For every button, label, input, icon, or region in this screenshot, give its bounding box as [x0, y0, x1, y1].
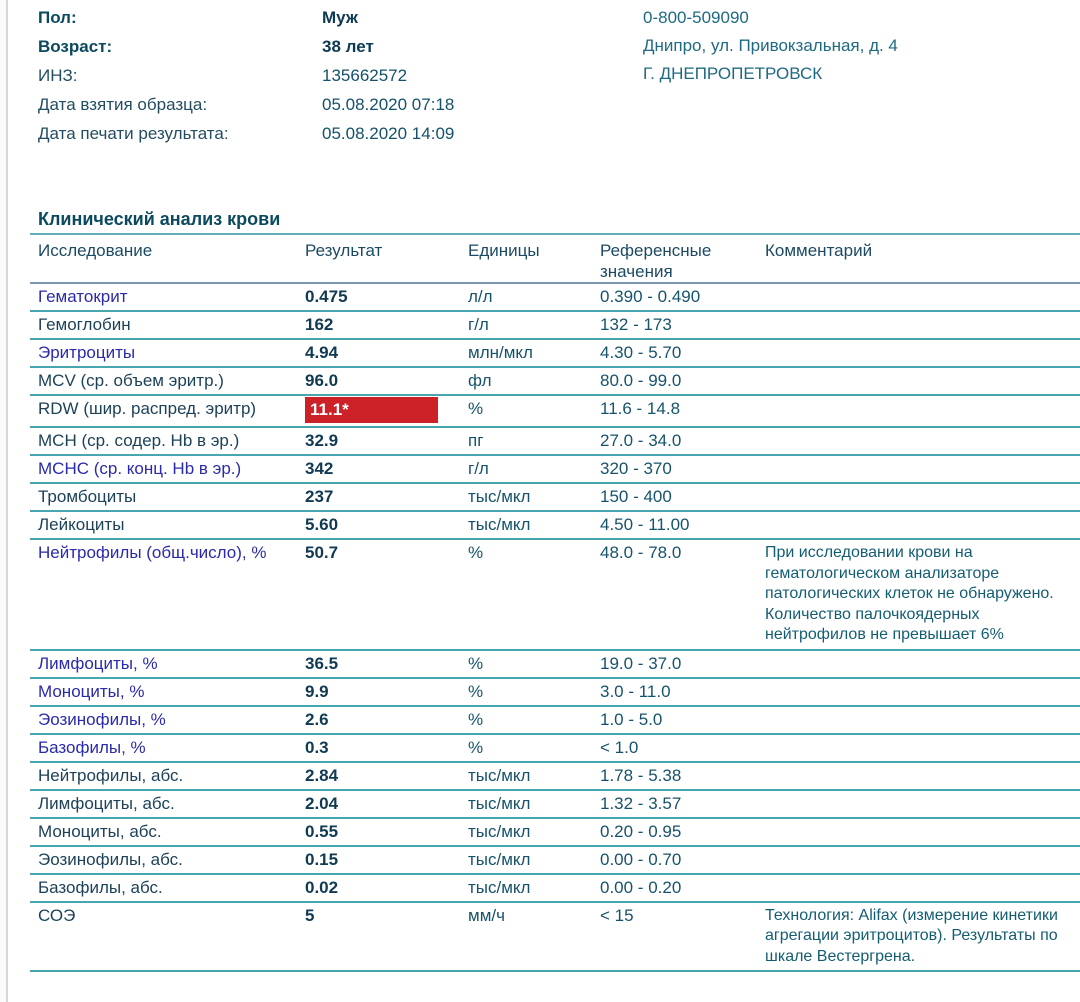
- lab-result-row: [30, 540, 1080, 651]
- analyte-name: MCH (ср. содер. Hb в эр.): [38, 431, 240, 450]
- reference-range-cell: 1.0 - 5.0: [600, 709, 663, 729]
- reference-range-cell: 1.32 - 3.57: [600, 793, 682, 813]
- units-cell: тыс/мкл: [468, 487, 531, 506]
- analyte-name: Нейтрофилы, абс.: [38, 765, 184, 785]
- result-cell: [305, 707, 468, 733]
- comment-cell: [765, 284, 1080, 310]
- analyte-name: Лейкоциты: [38, 515, 125, 534]
- analyte-name: Моноциты, %: [38, 681, 145, 701]
- reference-range-cell: 27.0 - 34.0: [600, 431, 682, 450]
- result-cell: [305, 340, 468, 366]
- column-header-result: Результат: [305, 241, 383, 260]
- patient-field-label: Дата взятия образца:: [38, 95, 208, 114]
- lab-result-row: [30, 679, 1080, 707]
- comment-cell: [765, 735, 1080, 761]
- analyte-name: Гематокрит: [38, 287, 128, 306]
- units-cell: %: [468, 681, 484, 701]
- comment-cell: [765, 875, 1080, 901]
- comment-cell: При исследовании крови на гематологическом анализаторе патологических клеток не обнаружено. Количество палочкоядерных нейтрофилов не превышает 6%: [765, 544, 1054, 643]
- clinic-info-block: [643, 4, 1063, 88]
- result-value: 0.3: [305, 737, 329, 757]
- comment-cell: [765, 456, 1080, 482]
- analyte-name: Моноциты, абс.: [38, 821, 162, 841]
- lab-result-row: [30, 340, 1080, 368]
- reference-range-cell: < 1.0: [600, 737, 639, 757]
- comment-cell: [765, 707, 1080, 733]
- reference-range-cell: 0.20 - 0.95: [600, 821, 682, 841]
- result-cell: [305, 651, 468, 677]
- result-value: 0.02: [305, 877, 339, 897]
- units-cell: тыс/мкл: [468, 877, 531, 897]
- result-cell: [305, 540, 468, 649]
- result-cell: [305, 679, 468, 705]
- lab-result-row: [30, 763, 1080, 791]
- reference-range-cell: < 15: [600, 905, 634, 925]
- comment-cell: [765, 512, 1080, 538]
- patient-field-label: Дата печати результата:: [38, 124, 229, 143]
- analyte-name: Эозинофилы, %: [38, 709, 166, 729]
- result-value: 342: [305, 459, 334, 478]
- result-cell: [305, 312, 468, 338]
- units-cell: г/л: [468, 315, 489, 334]
- clinic-phone: 0-800-509090: [643, 8, 749, 27]
- lab-result-row: [30, 651, 1080, 679]
- result-value: 50.7: [305, 543, 339, 562]
- comment-cell: [765, 763, 1080, 789]
- patient-field-label: ИНЗ:: [38, 66, 78, 85]
- analyte-name: RDW (шир. распред. эритр): [38, 399, 257, 418]
- lab-result-row: [30, 512, 1080, 540]
- patient-info-row: [38, 33, 598, 62]
- result-value: 237: [305, 487, 334, 506]
- analyte-name: Нейтрофилы (общ.число), %: [38, 543, 267, 562]
- lab-result-row: [30, 428, 1080, 456]
- comment-cell: [765, 819, 1080, 845]
- result-value: 5.60: [305, 515, 339, 534]
- table-body: [30, 284, 1080, 972]
- patient-field-label: Пол:: [38, 8, 77, 27]
- reference-range-cell: 4.50 - 11.00: [600, 515, 690, 534]
- result-cell: [305, 903, 468, 971]
- reference-range-cell: 320 - 370: [600, 459, 672, 478]
- patient-field-value: 38 лет: [322, 37, 374, 56]
- column-header-reference: Референсные значения: [600, 241, 712, 281]
- lab-result-row: [30, 484, 1080, 512]
- comment-cell: [765, 312, 1080, 338]
- result-cell: [305, 484, 468, 510]
- units-cell: тыс/мкл: [468, 849, 531, 869]
- result-value: 2.84: [305, 765, 339, 785]
- analyte-name: MCHC (ср. конц. Hb в эр.): [38, 459, 242, 478]
- comment-cell: [765, 679, 1080, 705]
- analyte-name: Лимфоциты, %: [38, 653, 158, 673]
- patient-info-row: [38, 120, 598, 149]
- patient-field-value: 05.08.2020 14:09: [322, 124, 455, 143]
- result-cell: [305, 819, 468, 845]
- result-value: 32.9: [305, 431, 339, 450]
- units-cell: л/л: [468, 287, 493, 306]
- units-cell: %: [468, 709, 484, 729]
- analyte-name: Эозинофилы, абс.: [38, 849, 183, 869]
- patient-info-row: [38, 91, 598, 120]
- comment-cell: Технология: Alifax (измерение кинетики агрегации эритроцитов). Результаты по шкале Вестергрена.: [765, 906, 1058, 965]
- lab-result-row: [30, 707, 1080, 735]
- analyte-name: Эритроциты: [38, 343, 136, 362]
- analyte-name: Базофилы, %: [38, 737, 146, 757]
- result-cell: [305, 875, 468, 901]
- result-cell: [305, 735, 468, 761]
- units-cell: %: [468, 737, 484, 757]
- reference-range-cell: 1.78 - 5.38: [600, 765, 682, 785]
- result-value: 36.5: [305, 653, 339, 673]
- result-cell: [305, 456, 468, 482]
- units-cell: тыс/мкл: [468, 821, 531, 841]
- result-cell: [305, 763, 468, 789]
- units-cell: г/л: [468, 459, 489, 478]
- result-value: 2.04: [305, 793, 339, 813]
- page-left-edge: [0, 0, 8, 1002]
- lab-result-row: [30, 396, 1080, 428]
- result-cell: [305, 428, 468, 454]
- lab-result-row: [30, 312, 1080, 340]
- column-header-comment: Комментарий: [765, 241, 873, 260]
- result-value: 0.15: [305, 849, 339, 869]
- lab-result-row: [30, 791, 1080, 819]
- comment-cell: [765, 340, 1080, 366]
- units-cell: мм/ч: [468, 905, 505, 925]
- analyte-name: Лимфоциты, абс.: [38, 793, 175, 813]
- patient-info-row: [38, 4, 598, 33]
- result-cell: [305, 512, 468, 538]
- comment-cell: [765, 428, 1080, 454]
- result-value: 9.9: [305, 681, 329, 701]
- reference-range-cell: 132 - 173: [600, 315, 672, 334]
- lab-result-row: [30, 847, 1080, 875]
- lab-result-row: [30, 875, 1080, 903]
- reference-range-cell: 0.390 - 0.490: [600, 287, 701, 306]
- lab-result-row: [30, 456, 1080, 484]
- patient-field-value: Муж: [322, 8, 358, 27]
- units-cell: млн/мкл: [468, 343, 533, 362]
- report-table-section: [30, 209, 1080, 972]
- patient-field-value: 05.08.2020 07:18: [322, 95, 455, 114]
- result-cell: [305, 284, 468, 310]
- analyte-name: MCV (ср. объем эритр.): [38, 371, 224, 390]
- units-cell: тыс/мкл: [468, 765, 531, 785]
- table-header-row: [30, 235, 1080, 284]
- lab-result-row: [30, 284, 1080, 312]
- reference-range-cell: 3.0 - 11.0: [600, 681, 671, 701]
- lab-result-row: [30, 819, 1080, 847]
- result-value: 0.55: [305, 821, 339, 841]
- patient-info-row: [38, 62, 598, 91]
- reference-range-cell: 19.0 - 37.0: [600, 653, 682, 673]
- result-value: 11.1*: [305, 397, 438, 423]
- units-cell: пг: [468, 431, 484, 450]
- patient-info-block: [38, 4, 598, 149]
- reference-range-cell: 80.0 - 99.0: [600, 371, 682, 390]
- comment-cell: [765, 847, 1080, 873]
- units-cell: тыс/мкл: [468, 515, 531, 534]
- analyte-name: Гемоглобин: [38, 315, 131, 334]
- lab-result-row: [30, 368, 1080, 396]
- analyte-name: СОЭ: [38, 905, 76, 925]
- result-value: 4.94: [305, 343, 339, 362]
- comment-cell: [765, 484, 1080, 510]
- comment-cell: [765, 396, 1080, 426]
- reference-range-cell: 48.0 - 78.0: [600, 543, 682, 562]
- result-value: 162: [305, 315, 334, 334]
- reference-range-cell: 150 - 400: [600, 487, 672, 506]
- report-title: Клинический анализ крови: [30, 209, 1080, 235]
- comment-cell: [765, 791, 1080, 817]
- result-value: 96.0: [305, 371, 339, 390]
- column-header-units: Единицы: [468, 241, 540, 260]
- comment-cell: [765, 368, 1080, 394]
- result-cell: [305, 791, 468, 817]
- result-value: 2.6: [305, 709, 329, 729]
- result-cell: [305, 396, 468, 426]
- reference-range-cell: 4.30 - 5.70: [600, 343, 682, 362]
- patient-field-value: 135662572: [322, 66, 408, 85]
- analyte-name: Базофилы, абс.: [38, 877, 163, 897]
- units-cell: тыс/мкл: [468, 793, 531, 813]
- patient-field-label: Возраст:: [38, 37, 113, 56]
- result-value: 0.475: [305, 287, 348, 306]
- units-cell: %: [468, 653, 484, 673]
- lab-result-row: [30, 735, 1080, 763]
- result-cell: [305, 368, 468, 394]
- analyte-name: Тромбоциты: [38, 487, 137, 506]
- units-cell: фл: [468, 371, 492, 390]
- units-cell: %: [468, 399, 484, 418]
- comment-cell: [765, 651, 1080, 677]
- reference-range-cell: 0.00 - 0.70: [600, 849, 682, 869]
- result-value: 5: [305, 905, 315, 925]
- result-cell: [305, 847, 468, 873]
- clinic-city: Г. ДНЕПРОПЕТРОВСК: [643, 64, 823, 83]
- units-cell: %: [468, 543, 484, 562]
- clinic-address: Днипро, ул. Привокзальная, д. 4: [643, 36, 898, 55]
- column-header-analyte: Исследование: [38, 241, 153, 260]
- reference-range-cell: 11.6 - 14.8: [600, 399, 681, 418]
- lab-result-row: [30, 903, 1080, 973]
- reference-range-cell: 0.00 - 0.20: [600, 877, 682, 897]
